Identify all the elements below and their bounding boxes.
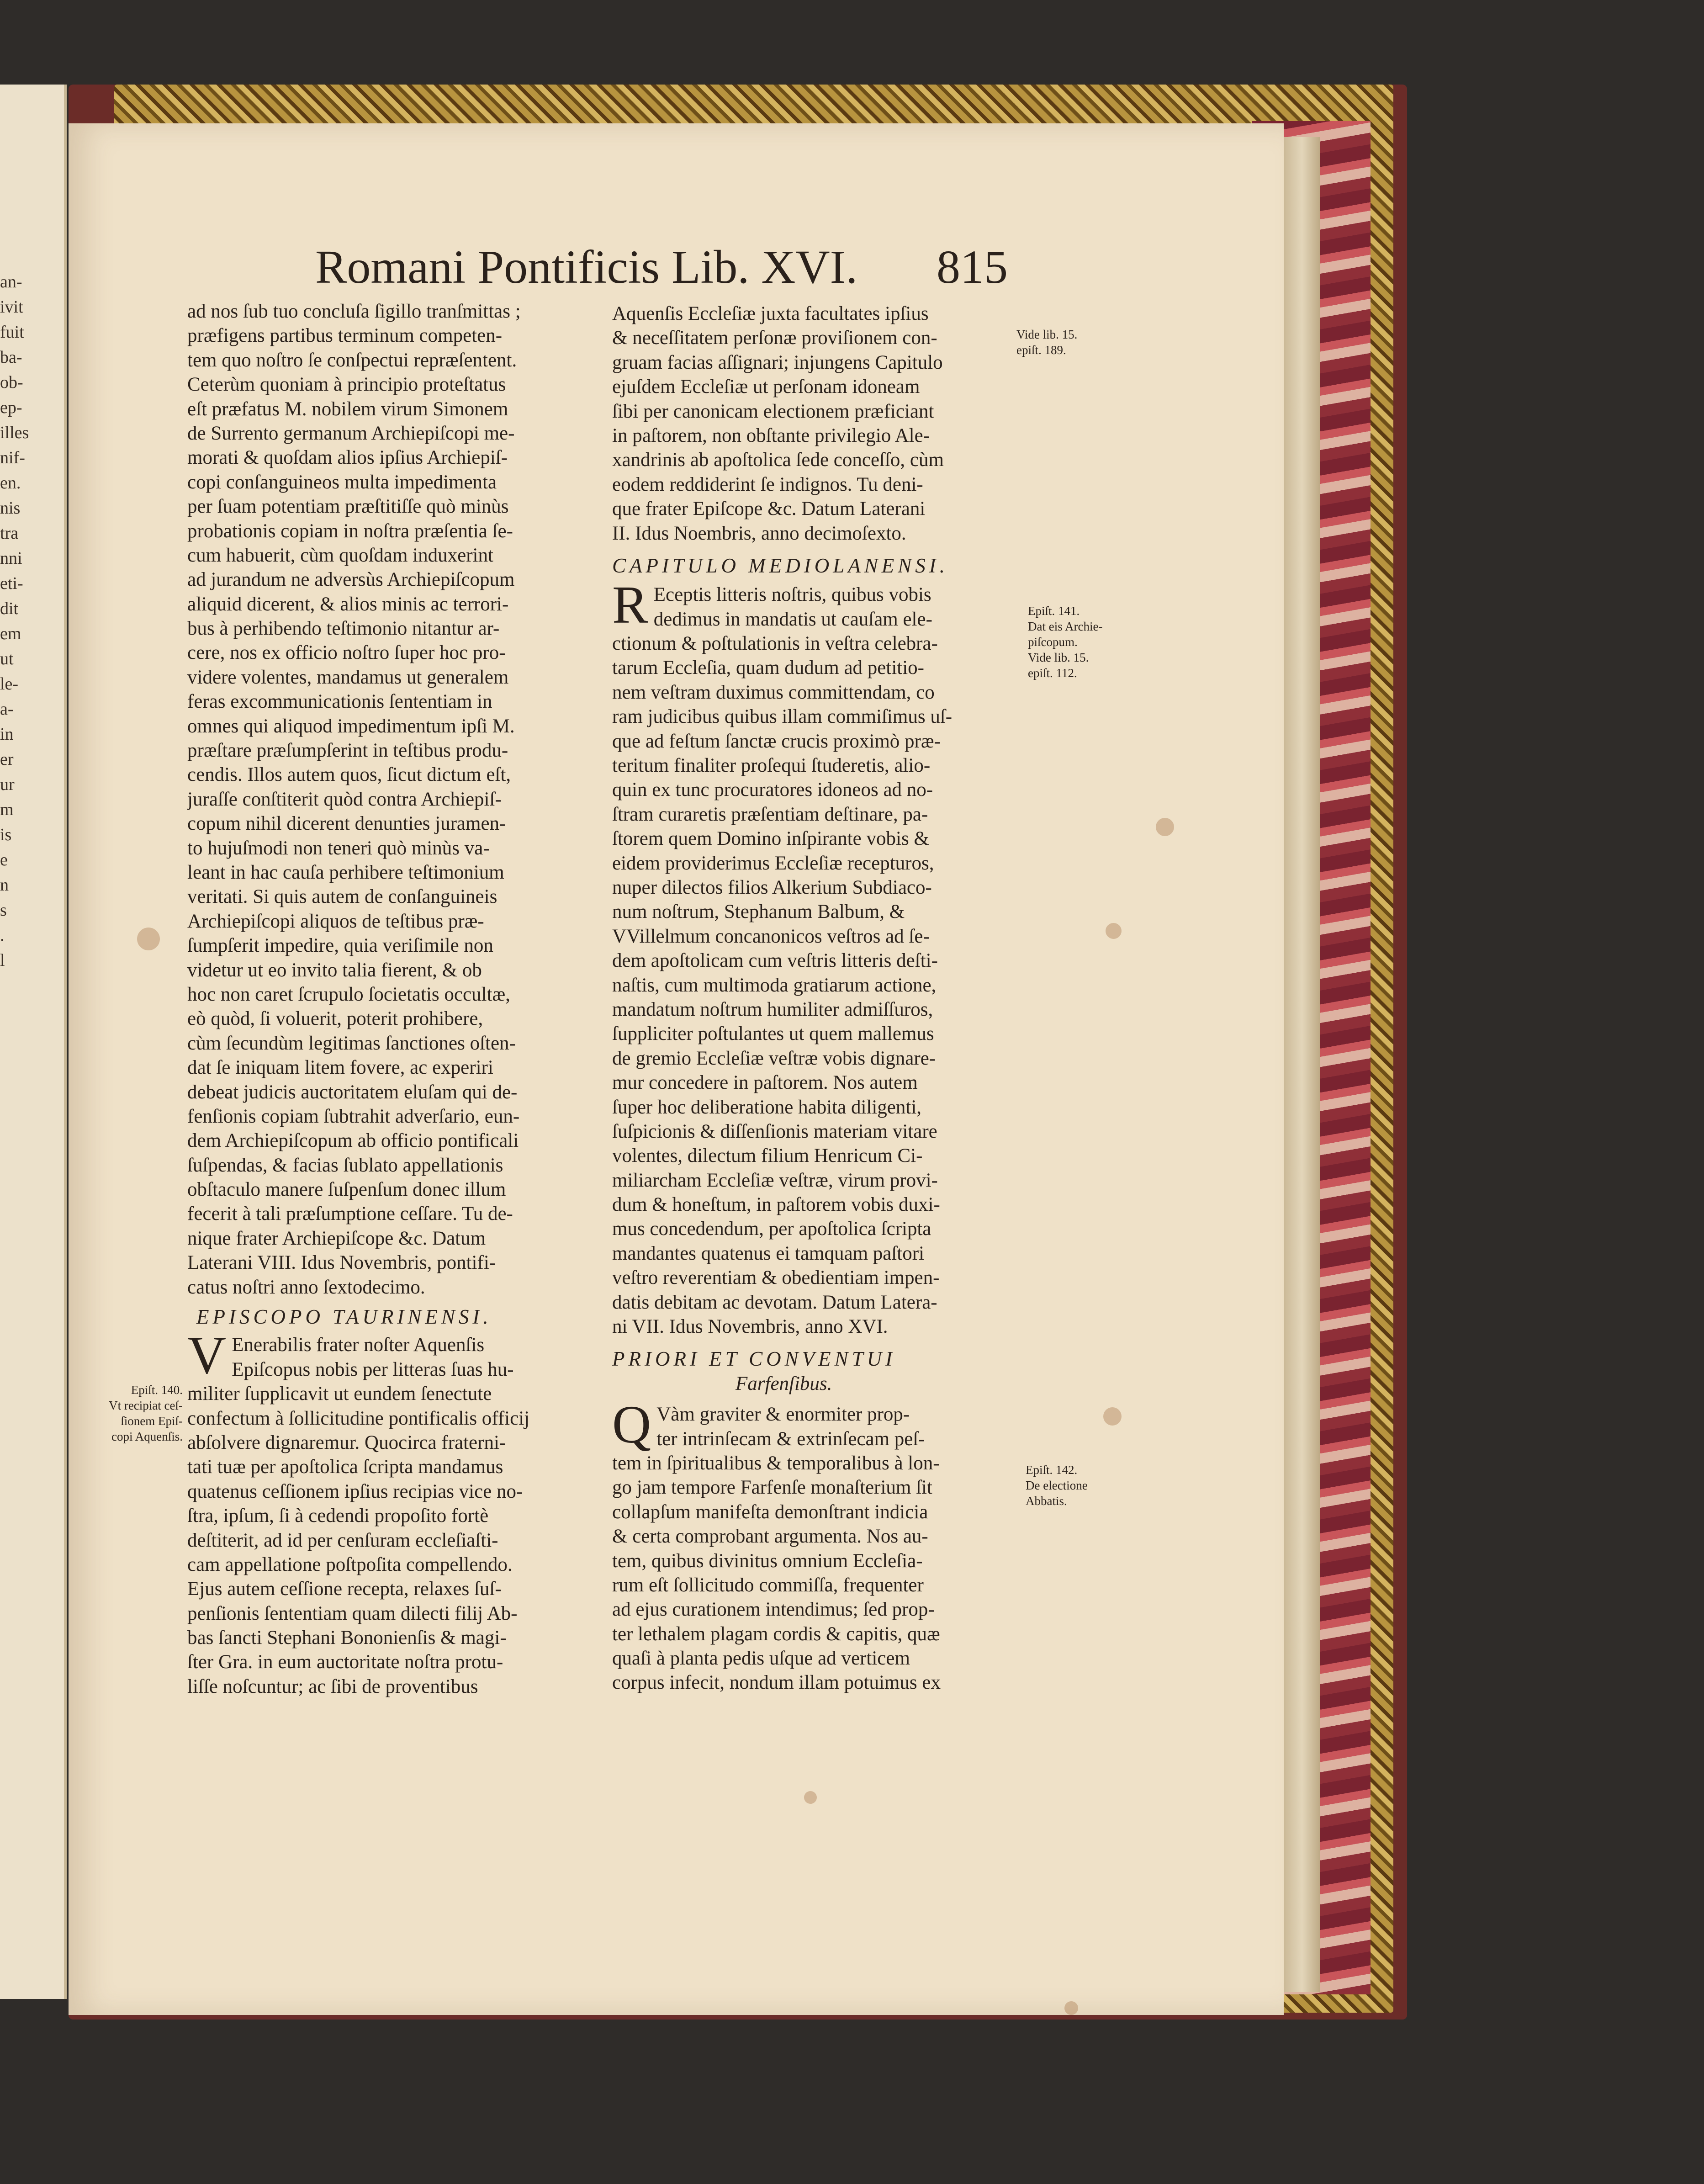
dropcap-v: V (187, 1325, 227, 1385)
margin-note-line: Dat eis Archie- (1028, 620, 1103, 633)
text-line: feras excommunicationis ſententiam in (187, 691, 492, 713)
text-line: fecerit à tali præſumptione ceſſare. Tu de- (187, 1203, 513, 1225)
text-line: liſſe noſcuntur; ac ſibi de proventibus (187, 1675, 478, 1697)
left-page-fragment: ep- (0, 398, 22, 417)
running-title: Romani Pontificis Lib. XVI. (315, 241, 858, 293)
text-line: dum & honeſtum, in paſtorem vobis duxi- (612, 1194, 940, 1216)
margin-note-line: piſcopum. (1028, 635, 1078, 649)
text-line: ad jurandum ne adversùs Archiepiſcopum (187, 569, 515, 591)
section-mediolanensi-body (612, 575, 1019, 1339)
left-page-fragment: tra (0, 524, 19, 543)
left-column-body (187, 299, 594, 1299)
left-page-fragment: ur (0, 775, 15, 794)
text-line: per ſuam potentiam præſtitiſſe quò minùs (187, 496, 509, 518)
page-number: 815 (937, 241, 1008, 293)
text-line: xandrinis ab apoſtolica ſede conceſſo, cùm (612, 449, 944, 471)
section-taurinensi-body (187, 1325, 594, 1699)
text-line: mandantes quatenus ei tamquam paſtori (612, 1242, 925, 1264)
text-line: Archiepiſcopi aliquos de teſtibus præ- (187, 910, 484, 932)
text-line: ejuſdem Eccleſiæ ut perſonam idoneam (612, 376, 920, 398)
margin-note-line: Epiſt. 140. (131, 1383, 183, 1397)
text-line: bas ſancti Stephani Bononienſis & magi- (187, 1627, 507, 1649)
margin-note-line: Epiſt. 142. (1026, 1463, 1078, 1477)
text-line: præfigens partibus terminum competen- (187, 325, 503, 347)
text-line: Enerabilis frater noſter Aquenſis (232, 1334, 485, 1356)
text-line: ni VII. Idus Novembris, anno XVI. (612, 1316, 888, 1338)
text-line: hoc non caret ſcrupulo ſocietatis occultæ, (187, 983, 510, 1005)
text-line: dedimus in mandatis ut cauſam ele- (653, 608, 932, 630)
text-line: que ad feſtum ſanctæ crucis proximò præ- (612, 730, 941, 752)
text-line: ad ejus curationem intendimus; ſed prop- (612, 1599, 935, 1621)
text-line: tem in ſpiritualibus & temporalibus à lon- (612, 1452, 940, 1474)
left-page-fragment: in (0, 725, 14, 744)
section-subheading-farfensibus: Farfenſibus. (736, 1373, 832, 1394)
text-line: Eceptis litteris noſtris, quibus vobis (653, 584, 931, 606)
margin-note-line: Vide lib. 15. (1016, 328, 1078, 341)
text-line: morati & quoſdam alios ipſius Archiepiſ- (187, 447, 508, 469)
text-line: ſuppliciter poſtulantes ut quem mallemus (612, 1023, 934, 1045)
text-line: Epiſcopus nobis per litteras ſuas hu- (232, 1358, 514, 1380)
text-line: II. Idus Noembris, anno decimoſexto. (612, 522, 906, 544)
margin-note-line: copi Aquenſis. (111, 1430, 183, 1443)
section-farfensibus-body (612, 1394, 1019, 1695)
text-line: obſtaculo manere ſuſpenſum donec illum (187, 1179, 506, 1201)
margin-note-line: epiſt. 189. (1016, 343, 1066, 357)
text-line: Aquenſis Eccleſiæ juxta facultates ipſius (612, 303, 929, 324)
text-line: tem quo noſtro ſe conſpectui repræſentent. (187, 349, 517, 371)
text-line: quaſi à planta pedis uſque ad verticem (612, 1648, 910, 1670)
text-line: nique frater Archiepiſcope &c. Datum (187, 1227, 486, 1249)
text-line: nem veſtram duximus committendam, co (612, 681, 935, 703)
text-line: corpus infecit, nondum illam potuimus ex (612, 1672, 941, 1694)
text-line: eodem reddiderint ſe indignos. Tu deni- (612, 473, 923, 495)
text-line: VVillelmum concanonicos veſtros ad ſe- (612, 925, 930, 947)
text-line: cendis. Illos autem quos, ſicut dictum eſt, (187, 764, 511, 786)
text-line: aliquid dicerent, & alios minis ac terrori- (187, 593, 509, 615)
margin-note-vide-189 (1016, 327, 1077, 358)
margin-note-line: Vt recipiat ceſ- (109, 1399, 183, 1412)
foxing-spot (1156, 818, 1174, 836)
text-line: tarum Eccleſia, quam dudum ad petitio- (612, 657, 925, 679)
text-line: datis debitam ac devotam. Datum Latera- (612, 1291, 937, 1313)
text-line: deſtiterit, ad id per cenſuram eccleſiaſti- (187, 1529, 498, 1551)
text-line: go jam tempore Farfenſe monaſterium ſit (612, 1477, 932, 1499)
text-line: ad nos ſub tuo concluſa ſigillo tranſmittas ; (187, 301, 521, 322)
margin-note-line: Abbatis. (1026, 1494, 1067, 1508)
text-line: Ejus autem ceſſione recepta, relaxes ſuſ- (187, 1578, 502, 1600)
text-line: tem, quibus divinitus omnium Eccleſia- (612, 1550, 923, 1572)
section-heading-mediolanensi: CAPITULO MEDIOLANENSI. (612, 554, 948, 577)
text-line: to hujuſmodi non teneri quò minùs va- (187, 837, 490, 859)
text-line: rum eſt ſollicitudo commiſſa, frequenter (612, 1574, 924, 1596)
text-line: Laterani VIII. Idus Novembris, pontifi- (187, 1252, 496, 1274)
section-heading-taurinensi: EPISCOPO TAURINENSI. (196, 1305, 492, 1329)
left-page-fragment: er (0, 750, 14, 769)
text-line: Ceterùm quoniam à principio proteſtatus (187, 374, 506, 396)
dropcap-r: R (612, 575, 648, 635)
left-page-fragment: ob- (0, 373, 23, 392)
left-page-fragment: dit (0, 599, 19, 618)
text-line: militer ſupplicavit ut eundem ſenectute (187, 1383, 492, 1405)
text-line: ter intrinſecam & extrinſecam peſ- (656, 1428, 925, 1450)
text-line: ter lethalem plagam cordis & capitis, quæ (612, 1623, 940, 1645)
text-line: de gremio Eccleſiæ veſtræ vobis dignare- (612, 1047, 936, 1069)
text-line: ſtra, ipſum, ſi à cedendi propoſito fortè (187, 1505, 489, 1527)
left-page-fragment: en. (0, 473, 21, 493)
left-page-fragment: l (0, 951, 5, 970)
text-line: ſuper hoc deliberatione habita diligenti, (612, 1096, 922, 1118)
left-page-fragment: s (0, 901, 7, 920)
margin-note-epist-142 (1026, 1462, 1088, 1509)
text-line: copum nihil dicerent denunties juramen- (187, 813, 506, 835)
text-line: videre volentes, mandamus ut generalem (187, 666, 509, 688)
text-line: videtur ut eo invito talia fierent, & ob (187, 959, 482, 981)
left-page-fragment: e (0, 850, 8, 869)
text-line: num noſtrum, Stephanum Balbum, & (612, 901, 905, 923)
foxing-spot (137, 928, 160, 950)
text-line: eſt præfatus M. nobilem virum Simonem (187, 398, 508, 420)
text-line: abſolvere dignaremur. Quocirca fraterni- (187, 1431, 506, 1453)
text-line: de Surrento germanum Archiepiſcopi me- (187, 422, 515, 444)
text-line: gruam facias aſſignari; injungens Capitulo (612, 351, 943, 373)
margin-note-epist-141 (1028, 603, 1102, 681)
text-line: eò quòd, ſi voluerit, poterit prohibere, (187, 1008, 483, 1030)
text-line: cam appellatione poſtpoſita compellendo. (187, 1553, 513, 1575)
left-page-fragment: an- (0, 272, 22, 292)
text-line: quin ex tunc procuratores idoneos ad no- (612, 779, 933, 801)
left-page-fragment: illes (0, 423, 29, 442)
left-column (187, 299, 594, 1699)
text-line: juraſſe conſtiterit quòd contra Archiepiſ- (187, 788, 502, 810)
section-heading-farfensibus: PRIORI ET CONVENTUI (612, 1347, 896, 1371)
text-line: ſuſpicionis & diſſenſionis materiam vitare (612, 1120, 937, 1142)
text-line: tati tuæ per apoſtolica ſcripta mandamus (187, 1456, 503, 1478)
text-line: ſtram curaretis præſentiam deſtinare, pa- (612, 803, 928, 825)
margin-note-epist-140 (89, 1382, 183, 1444)
text-line: ſibi per canonicam electionem præficiant (612, 400, 934, 422)
text-line: dem apoſtolicam cum veſtris litteris deſti- (612, 950, 938, 972)
left-page-fragment: nif- (0, 448, 25, 467)
left-page-fragment: fuit (0, 323, 24, 342)
text-line: dem Archiepiſcopum ab officio pontificali (187, 1130, 519, 1152)
margin-note-line: Vide lib. 15. (1028, 651, 1089, 664)
text-line: leant in hac cauſa perhibere teſtimonium (187, 861, 504, 883)
left-page-fragment: is (0, 825, 12, 844)
left-page-fragment: le- (0, 674, 19, 694)
margin-note-line: Epiſt. 141. (1028, 604, 1080, 618)
text-line: cere, nos ex officio noſtro ſuper hoc pro- (187, 642, 506, 664)
text-line: ſter Gra. in eum auctoritate noſtra protu- (187, 1651, 503, 1673)
foxing-spot (1103, 1407, 1122, 1426)
left-page-fragment: ba- (0, 348, 22, 367)
dropcap-q: Q (612, 1394, 651, 1455)
left-page-fragment: ivit (0, 297, 23, 317)
text-line: ctionum & poſtulationis in veſtra celebra- (612, 633, 938, 655)
text-line: naſtis, cum multimoda gratiarum actione, (612, 974, 937, 996)
margin-note-line: epiſt. 112. (1028, 666, 1077, 680)
text-line: miliarcham Eccleſiæ veſtræ, virum provi- (612, 1169, 938, 1191)
text-line: ſuſpendas, & facias ſublato appellationis (187, 1154, 503, 1176)
text-line: Vàm graviter & enormiter prop- (656, 1404, 910, 1426)
left-page-fragment: em (0, 624, 21, 643)
text-line: fenſionis copiam ſubtrahit adverſario, eun- (187, 1105, 520, 1127)
text-line: in paſtorem, non obſtante privilegio Ale- (612, 424, 930, 446)
text-line: cùm ſecundùm legitimas ſanctiones oſten- (187, 1032, 516, 1054)
left-page-fragment: m (0, 800, 14, 819)
text-line: mur concedere in paſtorem. Nos autem (612, 1072, 918, 1094)
text-line: confectum à ſollicitudine pontificalis officij (187, 1407, 530, 1429)
text-line: debeat judicis auctoritatem eluſam qui de- (187, 1081, 518, 1103)
text-line: que frater Epiſcope &c. Datum Laterani (612, 498, 926, 520)
margin-note-line: De electione (1026, 1479, 1088, 1492)
left-page-fragment: nni (0, 549, 22, 568)
text-line: ſumpſerit impedire, quia veriſimile non (187, 935, 493, 957)
foxing-spot (804, 1791, 817, 1804)
margin-note-line: ſionem Epiſ- (121, 1414, 183, 1428)
text-line: bus à perhibendo teſtimonio nitantur ar- (187, 618, 500, 640)
text-line: & neceſſitatem perſonæ proviſionem con- (612, 327, 937, 349)
text-line: omnes qui aliquod impedimentum ipſi M. (187, 715, 515, 737)
running-header (315, 240, 1028, 295)
text-line: collapſum manifeſta demonſtrant indicia (612, 1501, 928, 1523)
text-line: catus noſtri anno ſextodecimo. (187, 1276, 425, 1298)
text-line: veſtro reverentiam & obedientiam impen- (612, 1267, 940, 1289)
text-line: teritum finaliter proſequi ſtuderetis, alio- (612, 755, 931, 777)
right-column (612, 302, 1019, 1695)
left-page-fragment: ut (0, 649, 14, 668)
text-line: ſtorem quem Domino inſpirante vobis & (612, 828, 929, 850)
text-line: volentes, dilectum filium Henricum Ci- (612, 1145, 923, 1167)
left-page-fragment: n (0, 875, 9, 895)
left-page-fragment: . (0, 926, 5, 945)
text-line: & certa comprobant argumenta. Nos au- (612, 1526, 928, 1548)
left-page-fragment: a- (0, 700, 14, 719)
text-line: dat ſe iniquam litem fovere, ac experiri (187, 1057, 493, 1079)
text-line: nuper dilectos filios Alkerium Subdiaco- (612, 876, 932, 898)
text-line: veritati. Si quis autem de conſanguineis (187, 886, 497, 908)
right-column-body (612, 302, 1019, 546)
left-page-text-fragments (0, 270, 29, 973)
left-page-fragment: nis (0, 498, 21, 518)
text-line: copi conſanguineos multa impedimenta (187, 471, 497, 493)
text-line: quatenus ceſſionem ipſius recipias vice no- (187, 1480, 523, 1502)
text-line: ram judicibus quibus illam commiſimus uſ- (612, 706, 953, 728)
foxing-spot (1064, 2001, 1078, 2015)
text-line: mus concedendum, per apoſtolica ſcripta (612, 1218, 931, 1240)
foxing-spot (1106, 923, 1122, 939)
text-line: mandatum noſtrum humiliter admiſſuros, (612, 998, 933, 1020)
text-line: cum habuerit, cùm quoſdam induxerint (187, 544, 493, 566)
text-line: eidem providerimus Eccleſiæ recepturos, (612, 852, 934, 874)
text-line: probationis copiam in noſtra præſentia ſe- (187, 520, 513, 542)
left-page-fragment: eti- (0, 574, 23, 593)
text-line: penſionis ſententiam quam dilecti filij Ab- (187, 1602, 518, 1624)
text-line: præſtare præſumpſerint in teſtibus produ- (187, 740, 508, 762)
